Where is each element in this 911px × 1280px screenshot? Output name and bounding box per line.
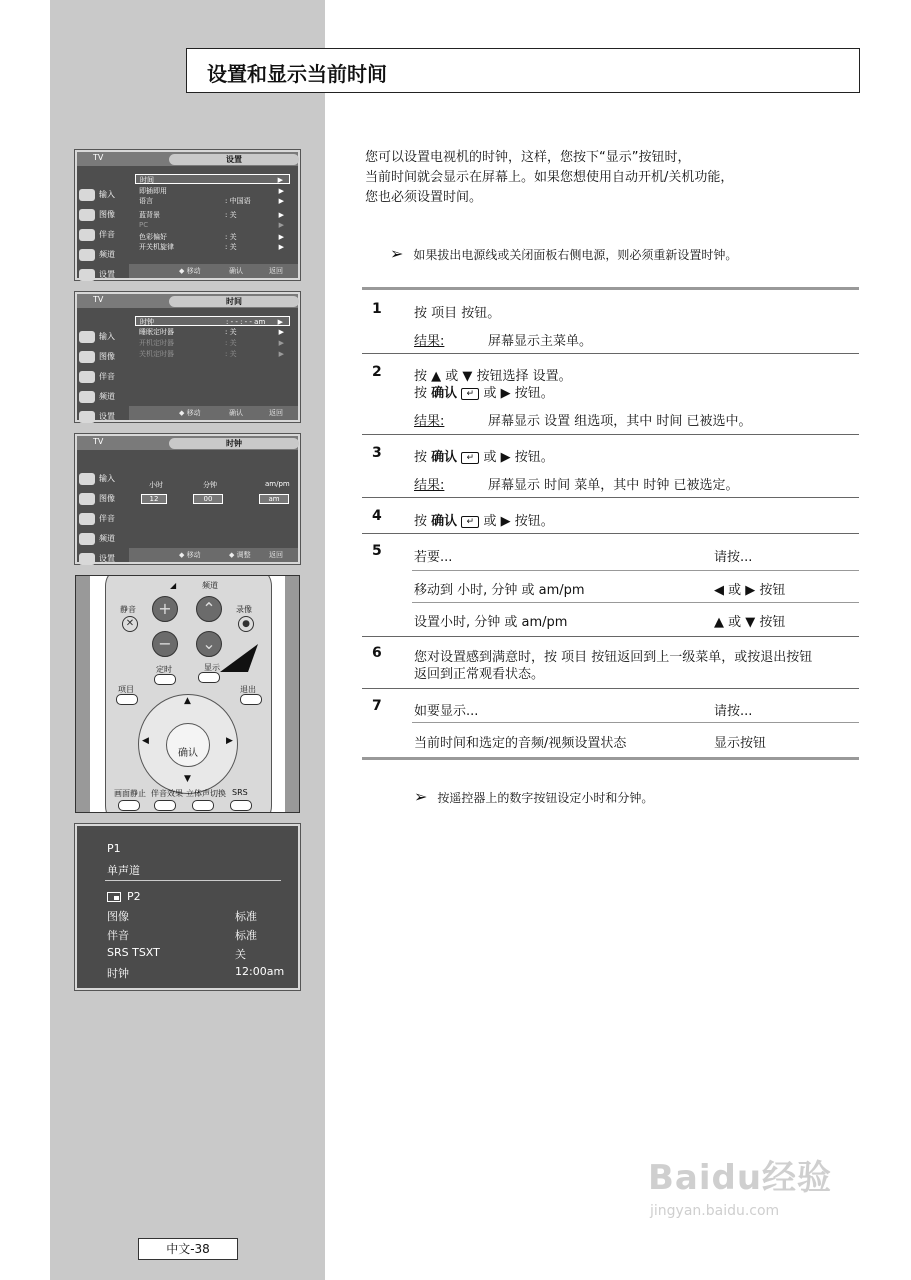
rule-after-step5	[362, 636, 859, 637]
info-key-clock: 时钟	[107, 967, 129, 980]
exit-button	[240, 694, 262, 705]
input-icon	[79, 189, 95, 201]
sidebar-item-input: 输入	[79, 328, 129, 346]
step6-line1: 您对设置感到满意时，按 项目 按钮返回到上一级菜单，或按退出按钮	[414, 650, 813, 665]
setup-icon	[79, 411, 95, 423]
stereo-button	[192, 800, 214, 811]
step7-number: 7	[372, 698, 382, 714]
step6-line2: 返回到正常观看状态。	[414, 667, 545, 682]
sidebar-item-channel: 频道	[79, 388, 129, 406]
rule-after-step2	[362, 434, 859, 435]
menu-content	[129, 452, 298, 548]
menu-bottombar: ◆ 移动 确认 返回	[129, 264, 298, 278]
menu-panel-time	[75, 292, 300, 422]
step5-row1-action: 移动到 小时, 分钟 或 am/pm	[414, 583, 585, 598]
picture-icon	[79, 351, 95, 363]
remote-frame-left	[76, 576, 90, 812]
channel-down-button: ⌄	[196, 631, 222, 657]
menu-content	[129, 310, 298, 406]
channel-icon	[79, 533, 95, 545]
remote-frame-right	[285, 576, 299, 812]
menu-bottombar: ◆ 移动 ◆ 调整 返回	[129, 548, 298, 562]
menu-panel-setup	[75, 150, 300, 280]
menu-sidebar	[77, 308, 129, 421]
step5-header-want: 若要...	[414, 550, 453, 565]
up-arrow-icon: ▲	[184, 696, 191, 706]
remote-control-illustration	[75, 575, 300, 813]
display-label: 显示	[204, 663, 220, 672]
stereo-label: 立体声切换	[186, 789, 226, 798]
sidebar-item-sound: 伴音	[79, 510, 129, 528]
info-key-sound: 伴音	[107, 929, 129, 942]
step1-result-label: 结果:	[414, 334, 445, 349]
display-button	[198, 672, 220, 683]
step3-result-label: 结果:	[414, 478, 445, 493]
info-key-picture: 图像	[107, 910, 129, 923]
sidebar-item-picture: 图像	[79, 348, 129, 366]
steps-top-rule	[362, 287, 859, 290]
info-p1: P1	[107, 842, 121, 855]
mute-button: ✕	[122, 616, 138, 632]
step3-text: 按 确认 ↵ 或 ▶ 按钮。	[414, 450, 554, 465]
srs-label: SRS	[232, 788, 248, 797]
step4-text: 按 确认 ↵ 或 ▶ 按钮。	[414, 514, 554, 529]
menu-label: 项目	[118, 685, 134, 694]
note-numeric: ➢ 按遥控器上的数字按钮设定小时和分钟。	[414, 787, 654, 806]
step7-header-press: 请按...	[714, 704, 753, 719]
watermark	[648, 1150, 832, 1219]
menu-sidebar	[77, 450, 129, 563]
step5-row2-key: ▲ 或 ▼ 按钮	[714, 615, 786, 630]
pip-icon	[107, 892, 121, 902]
menu-row-sleep-timer: 睡眠定时器 : 关 ▶	[139, 328, 284, 336]
sound-effect-label: 伴音效果	[151, 789, 183, 798]
down-arrow-icon: ▼	[184, 774, 191, 784]
left-arrow-icon: ◀	[142, 736, 149, 746]
step1-result: 屏幕显示主菜单。	[488, 334, 593, 349]
info-divider	[105, 880, 281, 881]
step2-line1: 按 ▲ 或 ▼ 按钮选择 设置。	[414, 369, 572, 384]
ok-button: 确认	[166, 723, 210, 767]
sound-effect-button	[154, 800, 176, 811]
enter-icon: ↵	[461, 452, 479, 464]
rule-after-step4	[362, 533, 859, 534]
rule-after-step3	[362, 497, 859, 498]
intro-paragraph: 您可以设置电视机的时钟，这样，您按下“显示”按钮时， 当前时间就会显示在屏幕上。如果您想使用自动开机/关机功能， 您也必须设置时间。	[365, 150, 734, 205]
menu-topbar	[77, 152, 298, 166]
setup-icon	[79, 269, 95, 281]
sound-icon	[79, 371, 95, 383]
menu-row-bluescreen: 蓝背景 : 关 ▶	[139, 211, 284, 219]
watermark-logo: Baidu经验	[648, 1158, 833, 1198]
note-power: ➢ 如果拔出电源线或关闭面板右侧电源，则必须重新设置时钟。	[390, 244, 738, 263]
record-button: ●	[238, 616, 254, 632]
sidebar-item-sound: 伴音	[79, 368, 129, 386]
minute-value: 00	[193, 494, 223, 504]
watermark-url: jingyan.baidu.com	[650, 1203, 780, 1219]
page-number: 中文-38	[138, 1238, 238, 1260]
srs-button	[230, 800, 252, 811]
menu-topbar	[77, 436, 298, 450]
right-arrow-icon: ▶	[226, 736, 233, 746]
step7-row1-item: 当前时间和选定的音频/视频设置状态	[414, 736, 627, 751]
menu-bottombar: ◆ 移动 确认 返回	[129, 406, 298, 420]
menu-row-time: 时间 ▶	[135, 174, 290, 184]
setup-icon	[79, 553, 95, 565]
sidebar-item-picture: 图像	[79, 206, 129, 224]
note-arrow-icon: ➢	[414, 787, 428, 806]
ampm-value: am	[259, 494, 289, 504]
info-mono: 单声道	[107, 864, 140, 877]
timer-label: 定时	[156, 665, 172, 674]
menu-row-melody: 开关机旋律 : 关 ▶	[139, 243, 284, 251]
sound-icon	[79, 513, 95, 525]
step3-result: 屏幕显示 时间 菜单，其中 时钟 已被选定。	[488, 478, 739, 493]
menu-sidebar	[77, 166, 129, 279]
channel-icon	[79, 249, 95, 261]
tv-label: TV	[93, 437, 104, 446]
menu-row-clock: 时钟 : - - : - - am ▶	[135, 316, 290, 326]
input-icon	[79, 473, 95, 485]
menu-button	[116, 694, 138, 705]
step5-row1-key: ◀ 或 ▶ 按钮	[714, 583, 786, 598]
step2-result: 屏幕显示 设置 组选项，其中 时间 已被选中。	[488, 414, 752, 429]
sidebar-item-input: 输入	[79, 470, 129, 488]
step1-text: 按 项目 按钮。	[414, 306, 501, 321]
step2-line2: 按 确认 ↵ 或 ▶ 按钮。	[414, 386, 554, 401]
step3-number: 3	[372, 445, 382, 461]
channel-icon	[79, 391, 95, 403]
picture-icon	[79, 493, 95, 505]
sidebar-item-channel: 频道	[79, 246, 129, 264]
picture-icon	[79, 209, 95, 221]
record-label: 录像	[236, 605, 252, 614]
info-value-srs: 关	[235, 948, 246, 961]
info-p2: P2	[107, 890, 141, 903]
step5-subrule2	[412, 602, 859, 603]
tv-label: TV	[93, 153, 104, 162]
sidebar-item-setup: 设置	[79, 408, 129, 426]
menu-row-language: 语言 : 中国语 ▶	[139, 197, 284, 205]
step2-result-label: 结果:	[414, 414, 445, 429]
menu-row-on-timer: 开机定时器 : 关 ▶	[139, 339, 284, 347]
step5-row2-action: 设置小时, 分钟 或 am/pm	[414, 615, 568, 630]
info-display-panel	[75, 824, 300, 990]
step2-number: 2	[372, 364, 382, 380]
sidebar-item-setup: 设置	[79, 550, 129, 568]
info-value-sound: 标准	[235, 929, 257, 942]
sound-icon	[79, 229, 95, 241]
info-key-srs: SRS TSXT	[107, 946, 160, 959]
menu-title: 时钟	[169, 438, 299, 449]
menu-row-off-timer: 关机定时器 : 关 ▶	[139, 350, 284, 358]
still-label: 画面静止	[114, 789, 146, 798]
menu-row-color-pref: 色彩偏好 : 关 ▶	[139, 233, 284, 241]
step7-header-show: 如要显示...	[414, 704, 479, 719]
step5-number: 5	[372, 543, 382, 559]
menu-content	[129, 168, 298, 264]
step7-row1-key: 显示按钮	[714, 736, 767, 751]
steps-bottom-rule	[362, 757, 859, 760]
volume-up-button: +	[152, 596, 178, 622]
channel-label: 频道	[202, 581, 218, 590]
sidebar-item-channel: 频道	[79, 530, 129, 548]
volume-down-button: −	[152, 631, 178, 657]
menu-title: 时间	[169, 296, 299, 307]
step1-number: 1	[372, 301, 382, 317]
step5-header-press: 请按...	[714, 550, 753, 565]
mute-label: 静音	[120, 605, 136, 614]
sidebar-item-input: 输入	[79, 186, 129, 204]
tv-label: TV	[93, 295, 104, 304]
menu-row-pc: PC ▶	[139, 221, 284, 229]
step5-subrule1	[412, 570, 859, 571]
volume-icon: ◢	[170, 581, 177, 590]
enter-icon: ↵	[461, 516, 479, 528]
step4-number: 4	[372, 508, 382, 524]
enter-icon: ↵	[461, 388, 479, 400]
page-title: 设置和显示当前时间	[207, 62, 387, 86]
input-icon	[79, 331, 95, 343]
menu-panel-clock	[75, 434, 300, 564]
pointer-arrow-icon	[220, 644, 260, 674]
page-title-box	[186, 48, 860, 93]
minute-label: 分钟	[203, 481, 217, 489]
hour-label: 小时	[149, 481, 163, 489]
exit-label: 退出	[240, 685, 256, 694]
info-value-clock: 12:00am	[235, 965, 285, 978]
step6-number: 6	[372, 645, 382, 661]
note-arrow-icon: ➢	[390, 244, 404, 263]
step7-subrule	[412, 722, 859, 723]
rule-after-step6	[362, 688, 859, 689]
sidebar-item-setup: 设置	[79, 266, 129, 284]
channel-up-button: ⌃	[196, 596, 222, 622]
sidebar-item-sound: 伴音	[79, 226, 129, 244]
menu-topbar	[77, 294, 298, 308]
ampm-label: am/pm	[265, 480, 290, 488]
sidebar-item-picture: 图像	[79, 490, 129, 508]
menu-title: 设置	[169, 154, 299, 165]
info-value-picture: 标准	[235, 910, 257, 923]
timer-button	[154, 674, 176, 685]
hour-value: 12	[141, 494, 167, 504]
still-button	[118, 800, 140, 811]
menu-row-plugplay: 即插即用 ▶	[139, 187, 284, 195]
rule-after-step1	[362, 353, 859, 354]
